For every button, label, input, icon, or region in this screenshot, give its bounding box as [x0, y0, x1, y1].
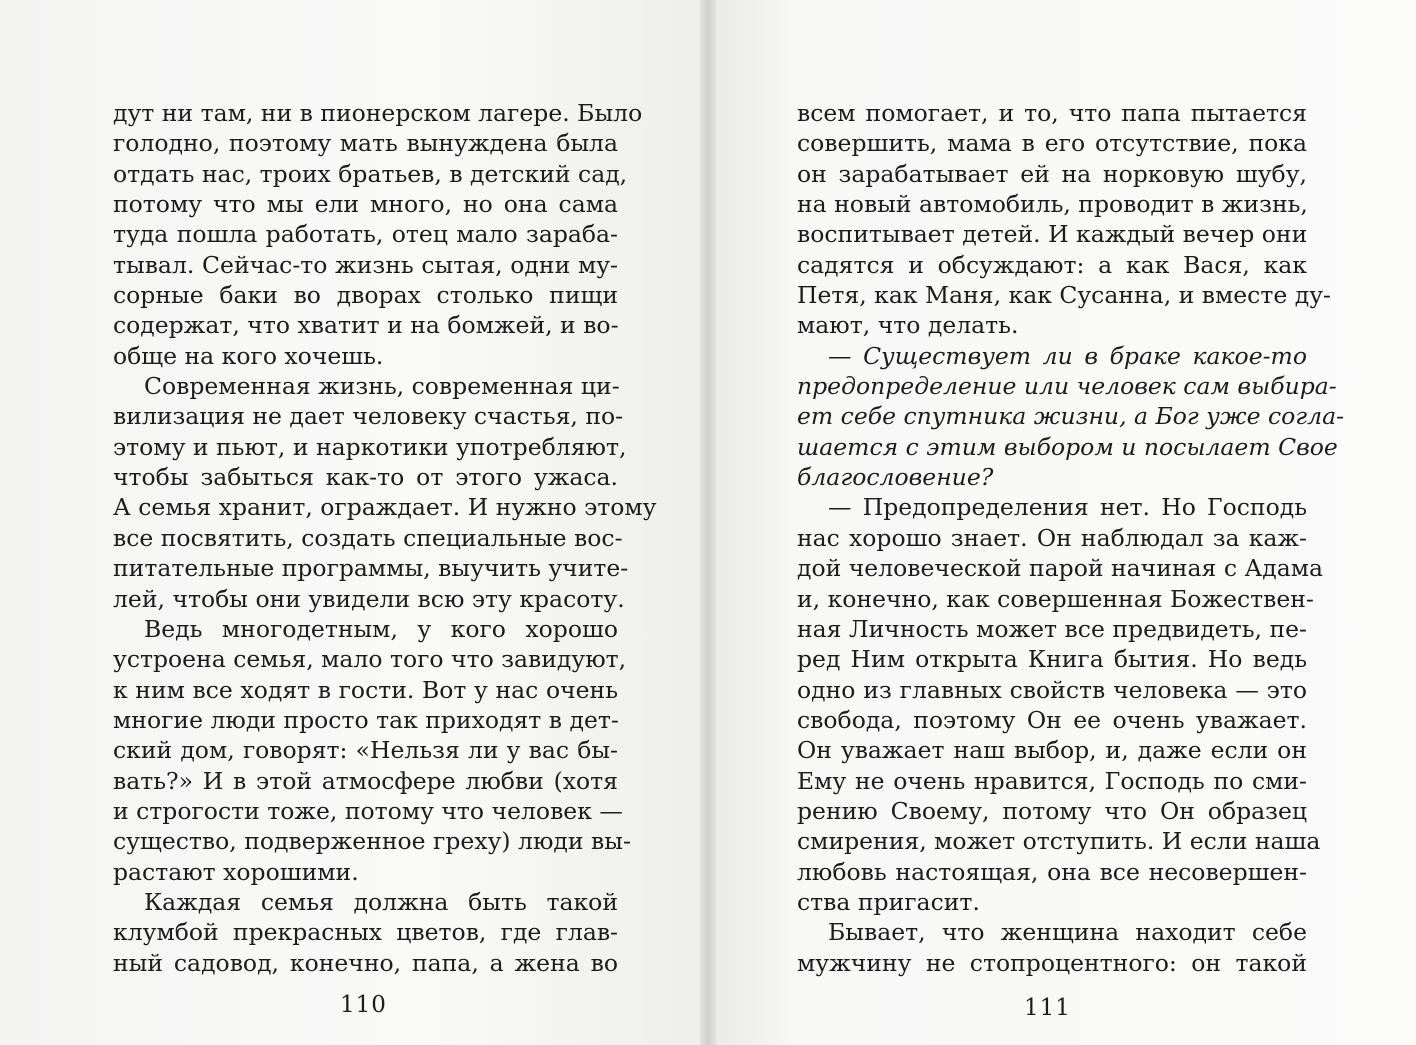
left-page-text: [113, 98, 657, 978]
text-line: Ведь многодетным, у кого хорошо: [144, 614, 618, 643]
text-line: сорные баки во дворах столько пищи: [113, 281, 618, 310]
text-line: все посвятить, создать специальные вос-: [113, 523, 623, 552]
text-line: Он уважает наш выбор, и, даже если он: [797, 736, 1307, 765]
text-line: садятся и обсуждают: а как Вася, как: [797, 250, 1307, 279]
text-line: мужчину не стопроцентного: он такой: [797, 948, 1307, 977]
text-line: ский дом, говорят: «Нельзя ли у вас бы-: [113, 736, 618, 765]
text-line: этому и пьют, и наркотики употребляют,: [113, 432, 627, 461]
text-line: рению Своему, потому что Он образец: [797, 796, 1307, 825]
right-page-text: [797, 98, 1345, 978]
text-line: дут ни там, ни в пионерском лагере. Было: [113, 99, 643, 127]
page-number-left: 110: [340, 992, 387, 1018]
text-line: к ним все ходят в гости. Вот у нас очень: [113, 675, 618, 704]
text-line: питательные программы, выучить учите-: [113, 554, 629, 583]
text-line: обще на кого хочешь.: [113, 341, 384, 370]
text-line: Каждая семья должна быть такой: [144, 887, 618, 916]
text-line: Бывает, что женщина находит себе: [828, 918, 1307, 947]
text-line: любовь настоящая, она все несовершен-: [797, 857, 1307, 886]
text-line: ет себе спутника жизни, а Бог уже согла-: [797, 402, 1345, 431]
text-line: свобода, поэтому Он ее очень уважает.: [797, 705, 1307, 734]
text-line: и строгости тоже, потому что человек —: [113, 796, 623, 825]
text-line: потому что мы ели много, но она сама: [113, 190, 618, 219]
text-line: Петя, как Маня, как Сусанна, и вместе ду-: [797, 281, 1331, 310]
text-line: многие люди просто так приходят в дет-: [113, 705, 619, 734]
text-line: отдать нас, троих братьев, в детский сад,: [113, 159, 628, 188]
text-line: на новый автомобиль, проводит в жизнь,: [797, 190, 1308, 219]
text-line: вать?» И в этой атмосфере любви (хотя: [113, 766, 618, 795]
text-line: смирения, может отступить. И если наша: [797, 827, 1321, 856]
text-line: мают, что делать.: [797, 311, 1019, 340]
text-line: чтобы забыться как-то от этого ужаса.: [113, 463, 618, 492]
text-line: растают хорошими.: [113, 857, 359, 886]
text-line: предопределение или человек сам выбира-: [797, 372, 1337, 401]
text-line: ная Личность может все предвидеть, пе-: [797, 614, 1307, 643]
book-gutter: [700, 0, 716, 1045]
text-line: тывал. Сейчас-то жизнь сытая, одни му-: [113, 250, 618, 279]
text-line: воспитывает детей. И каждый вечер они: [797, 220, 1308, 249]
text-line: одно из главных свойств человека — это: [797, 675, 1307, 704]
text-line: Ему не очень нравится, Господь по сми-: [797, 766, 1307, 795]
text-line: благословение?: [797, 463, 994, 492]
text-line: совершить, мама в его отсутствие, пока: [797, 129, 1307, 158]
text-line: — Существует ли в браке какое-то: [828, 341, 1307, 370]
text-line: туда пошла работать, отец мало зараба-: [113, 220, 618, 249]
text-line: ный садовод, конечно, папа, а жена во: [113, 948, 618, 977]
text-line: нас хорошо знает. Он наблюдал за каж-: [797, 523, 1307, 552]
text-line: всем помогает, и то, что папа пытается: [797, 99, 1307, 127]
text-line: — Предопределения нет. Но Господь: [828, 493, 1307, 522]
text-line: клумбой прекрасных цветов, где глав-: [113, 918, 618, 947]
text-line: содержат, что хватит и на бомжей, и во-: [113, 311, 619, 340]
text-line: ства пригасит.: [797, 887, 980, 916]
text-line: Современная жизнь, современная ци-: [144, 372, 620, 401]
text-line: голодно, поэтому мать вынуждена была: [113, 129, 618, 158]
text-line: устроена семья, мало того что завидуют,: [113, 645, 627, 674]
text-line: существо, подверженное греху) люди вы-: [113, 827, 631, 856]
text-line: шается с этим выбором и посылает Свое: [797, 432, 1338, 461]
text-line: дой человеческой парой начиная с Адама: [797, 554, 1324, 583]
text-line: ред Ним открыта Книга бытия. Но ведь: [797, 645, 1307, 674]
text-line: лей, чтобы они увидели всю эту красоту.: [113, 584, 625, 613]
text-line: он зарабатывает ей на норковую шубу,: [797, 159, 1307, 188]
text-line: и, конечно, как совершенная Божествен-: [797, 584, 1314, 613]
text-line: А семья хранит, ограждает. И нужно этому: [113, 493, 657, 522]
page-number-right: 111: [1024, 995, 1071, 1021]
text-line: вилизация не дает человеку счастья, по-: [113, 402, 624, 431]
